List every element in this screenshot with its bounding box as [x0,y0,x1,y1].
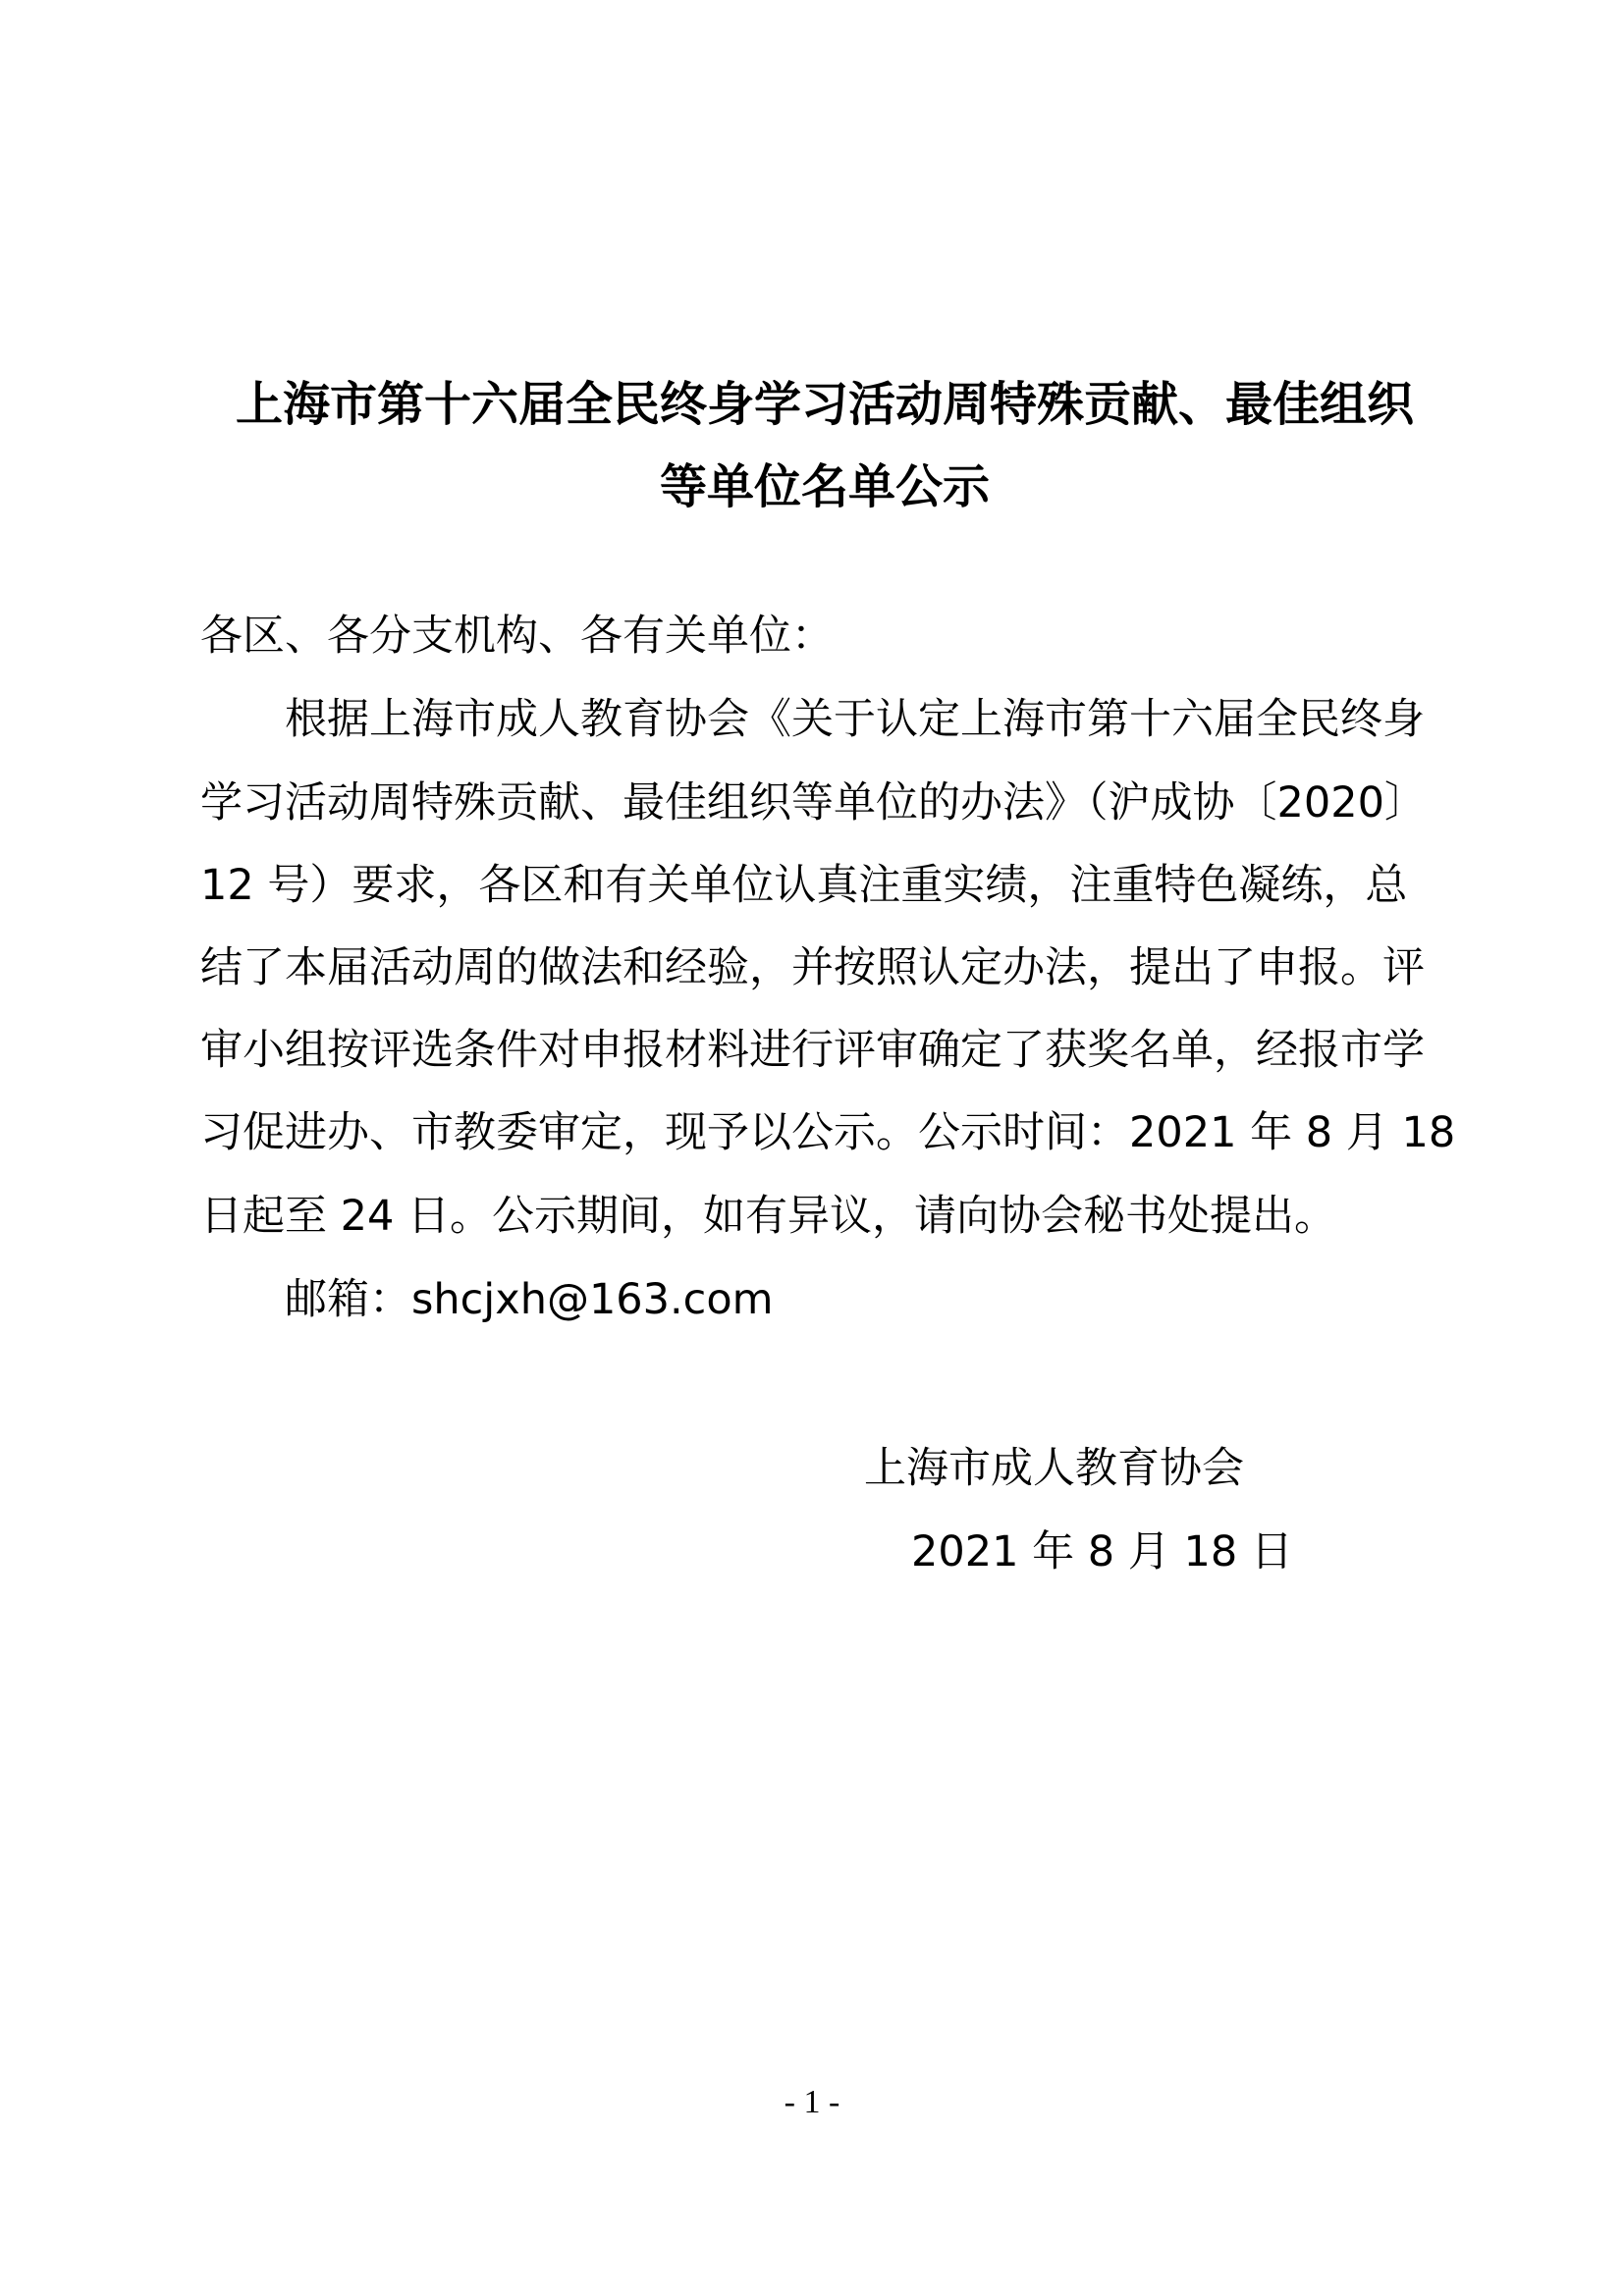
salutation: 各区、各分支机构、各有关单位： [200,612,834,661]
body-line-4: 结了本届活动周的做法和经验，并按照认定办法，提出了申报。评 [200,943,1425,992]
page-number: - 1 - [784,2084,840,2120]
body-line-6: 习促进办、市教委审定，现予以公示。公示时间：2021 年 8 月 18 [200,1108,1456,1157]
signature-organization: 上海市成人教育协会 [864,1444,1244,1493]
body-line-1: 根据上海市成人教育协会《关于认定上海市第十六届全民终身 [285,695,1425,744]
email-line: 邮箱：shcjxh@163.com [285,1275,774,1324]
signature-date: 2021 年 8 月 18 日 [911,1527,1293,1576]
document-title-line-1: 上海市第十六届全民终身学习活动周特殊贡献、最佳组织 [235,377,1414,432]
document-title-line-2: 等单位名单公示 [659,459,990,514]
body-line-3: 12 号）要求，各区和有关单位认真注重实绩，注重特色凝练，总 [200,861,1408,910]
body-line-2: 学习活动周特殊贡献、最佳组织等单位的办法》（沪成协〔2020〕 [200,778,1427,828]
body-line-5: 审小组按评选条件对申报材料进行评审确定了获奖名单，经报市学 [200,1026,1425,1075]
body-line-7: 日起至 24 日。公示期间，如有异议，请向协会秘书处提出。 [200,1192,1337,1241]
